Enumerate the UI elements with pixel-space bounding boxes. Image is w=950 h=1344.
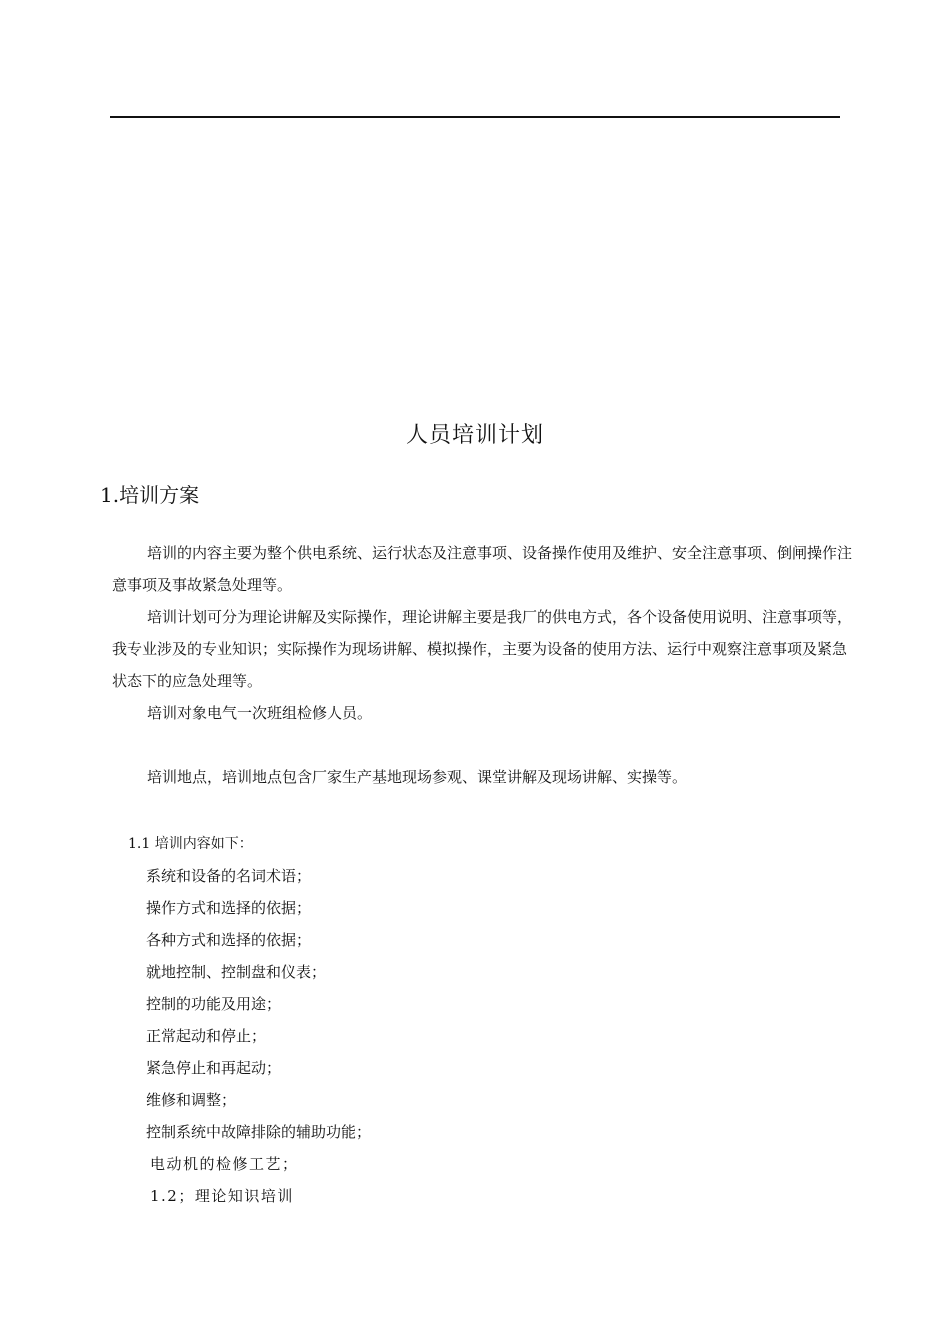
list-item: 维修和调整； [146, 1091, 237, 1109]
list-item: 系统和设备的名词术语； [146, 867, 312, 885]
document-title: 人员培训计划 [405, 423, 544, 448]
section-1-1 [128, 828, 828, 1212]
section-1-body [112, 537, 852, 793]
subsection-heading-1-1: 1.1 培训内容如下： [128, 836, 253, 852]
paragraph-training-location: 培训地点，培训地点包含厂家生产基地现场参观、课堂讲解及现场讲解、实操等。 [147, 768, 688, 786]
paragraph-training-content: 培训的内容主要为整个供电系统、运行状态及注意事项、设备操作使用及维护、安全注意事项、倒闸操作注意事项及事故紧急处理等。 [112, 544, 853, 594]
paragraph-training-plan: 培训计划可分为理论讲解及实际操作，理论讲解主要是我厂的供电方式，各个设备使用说明、注意事项等，我专业涉及的专业知识；实际操作为现场讲解、模拟操作，主要为设备的使用方法、运行中观察注意事项及紧急状态下的应急处理等。 [112, 608, 853, 690]
list-item: 操作方式和选择的依据； [146, 899, 312, 917]
list-item: 各种方式和选择的依据； [146, 931, 312, 949]
list-item: 紧急停止和再起动； [146, 1059, 282, 1077]
list-item: 就地控制、控制盘和仪表； [146, 963, 327, 981]
paragraph-training-target: 培训对象电气一次班组检修人员。 [147, 704, 373, 722]
subsection-heading-1-2: 1.2；理论知识培训 [150, 1187, 294, 1205]
list-item: 控制系统中故障排除的辅助功能； [146, 1123, 372, 1141]
list-item: 电动机的检修工艺； [150, 1155, 299, 1173]
list-item: 正常起动和停止； [146, 1027, 267, 1045]
section-heading-1: 1.培训方案 [100, 483, 200, 507]
header-rule [110, 116, 840, 118]
list-item: 控制的功能及用途； [146, 995, 282, 1013]
